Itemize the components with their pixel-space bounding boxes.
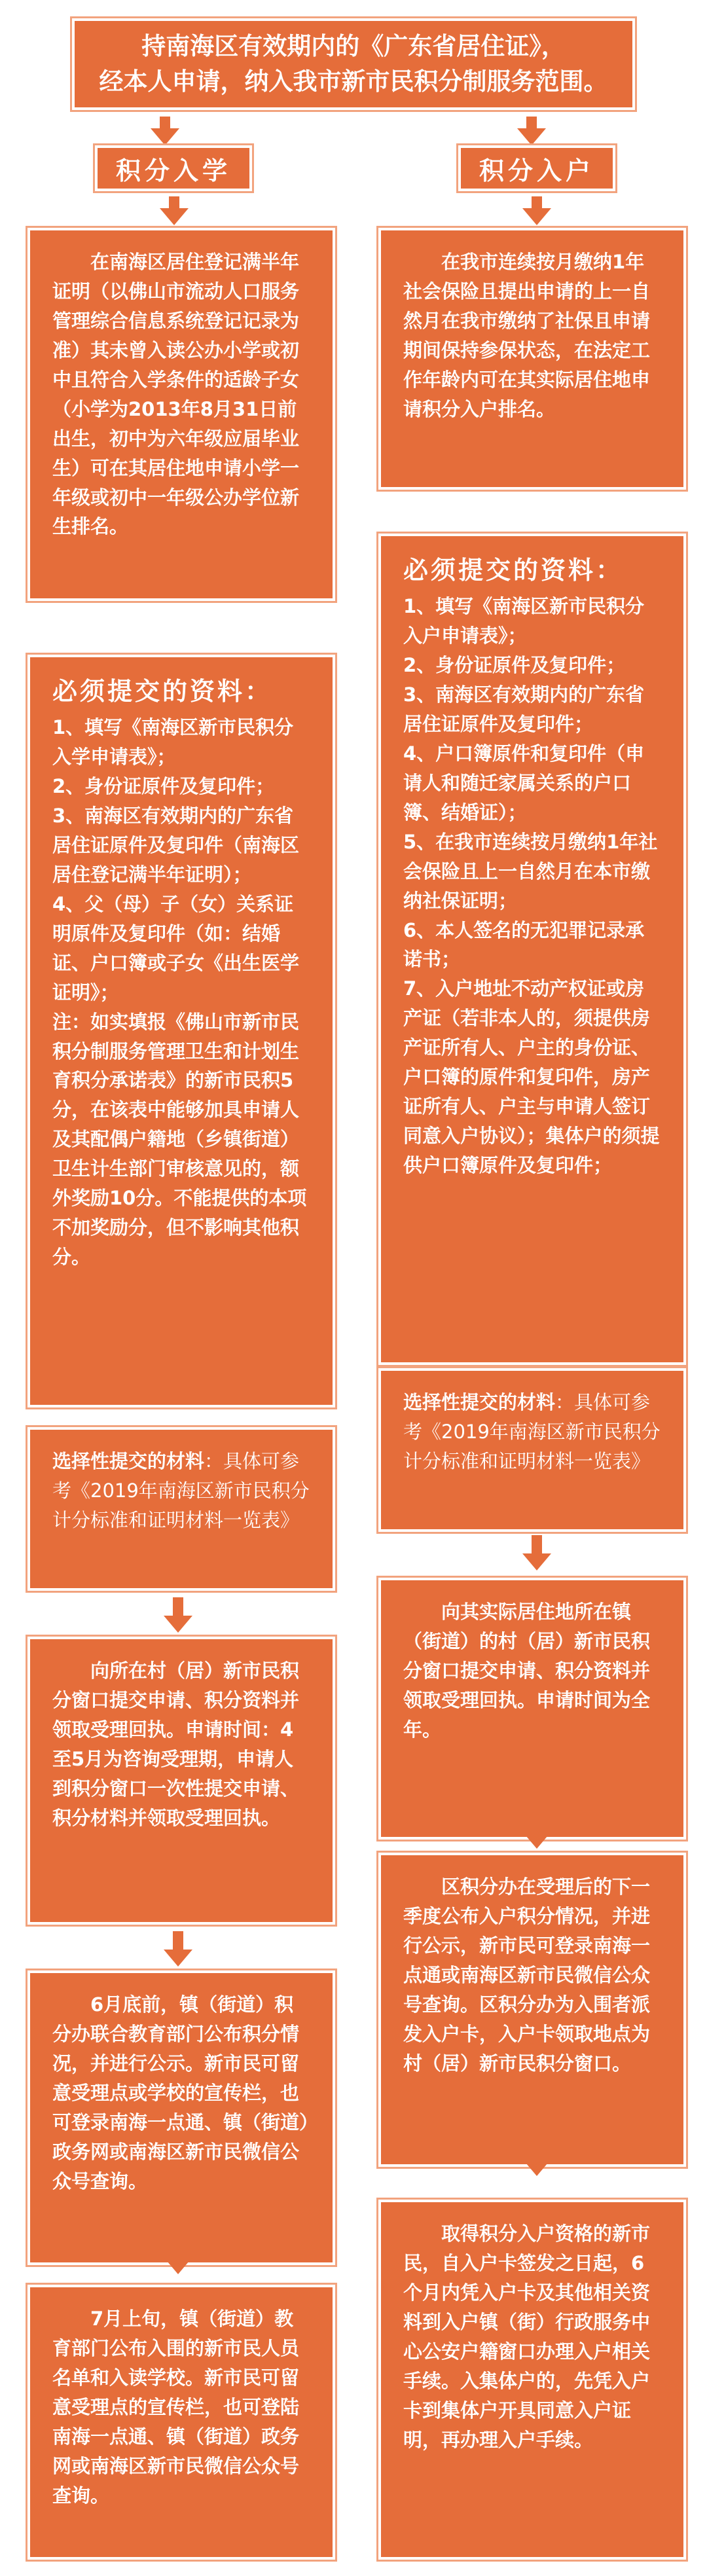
arrow-down-icon: [164, 1931, 192, 1965]
arrow-down-icon: [522, 2141, 551, 2175]
arrow-down-icon: [164, 2239, 192, 2273]
household-materials-heading: 必须提交的资料：: [403, 556, 624, 585]
school-eligibility-box: [27, 228, 335, 601]
school-material-item: 4、父（母）子（女）关系证明原件及复印件（如：结婚证、户口簿或子女《出生医学证明》；: [52, 892, 300, 1004]
household-publish-box: [378, 1853, 686, 2167]
household-material-item: 5、在我市连续按月缴纳1年社会保险且上一自然月在本市缴纳社保证明；: [403, 830, 658, 912]
arrow-down-icon: [517, 117, 546, 144]
household-optional-text: ：具体可参考《2019年南海区新市民积分计分标准和证明材料一览表》: [403, 1391, 661, 1472]
intro-banner: [72, 18, 635, 110]
household-publish-text: 区积分办在受理后的下一季度公布入户积分情况，并进行公示，新市民可登录南海一点通或南海区新市民微信公众号查询。区积分办为入围者派发入户卡，入户卡领取地点为村（居）新市民积分窗口。: [403, 1876, 651, 2075]
label-household-points: 积分入户: [458, 145, 615, 191]
label-school-points: 积分入学: [95, 145, 252, 191]
household-material-item: 3、南海区有效期内的广东省居住证原件及复印件；: [403, 683, 645, 735]
arrow-down-icon: [522, 1535, 551, 1569]
household-material-item: 4、户口簿原件和复印件（申请人和随迁家属关系的户口簿、结婚证）；: [403, 742, 645, 824]
school-june-box: [27, 1970, 335, 2265]
arrow-down-icon: [164, 1597, 192, 1631]
arrow-down-icon: [151, 117, 179, 144]
school-july-text: 7月上旬，镇（街道）教育部门公布入围的新市民人员名单和入读学校。新市民可留意受理点的宣传栏，也可登陆南海一点通、镇（街道）政务网或南海区新市民微信公众号查询。: [52, 2308, 300, 2507]
household-submit-box: [378, 1578, 686, 1840]
household-material-item: 2、身份证原件及复印件；: [403, 654, 626, 677]
school-materials-box: [27, 655, 335, 1407]
school-july-box: [27, 2285, 335, 2560]
intro-line-1: 持南海区有效期内的《广东省居住证》，: [141, 32, 566, 61]
school-material-item: 1、填写《南海区新市民积分入学申请表》；: [52, 716, 294, 769]
school-material-note: 注：如实填报《佛山市新市民积分制服务管理卫生和计划生育积分承诺表》的新市民积5分，在该表中能够加具申请人及其配偶户籍地（乡镇街道）卫生计生部门审核意见的，额外奖励10分。不能提供的本项不加奖励分，但不影响其他积分。: [52, 1010, 307, 1269]
school-material-item: 2、身份证原件及复印件；: [52, 775, 275, 798]
household-material-item: 7、入户地址不动产权证或房产证（若非本人的，须提供房产证所有人、户主的身份证、户口簿的原件和复印件，房产证所有人、户主与申请人签订同意入户协议）；集体户的须提供户口簿原件及复印件；: [403, 977, 660, 1176]
school-optional-title: 选择性提交的材料: [52, 1450, 205, 1472]
household-material-item: 1、填写《南海区新市民积分入户申请表》；: [403, 595, 645, 647]
school-june-text: 6月底前，镇（街道）积分办联合教育部门公布积分情况，并进行公示。新市民可留意受理点或学校的宣传栏，也可登录南海一点通、镇（街道）政务网或南海区新市民微信公众号查询。: [52, 1993, 309, 2192]
household-final-box: [378, 2200, 686, 2560]
household-final-text: 取得积分入户资格的新市民，自入户卡签发之日起，6个月内凭入户卡及其他相关资料到入户镇（街）行政服务中心公安户籍窗口办理入户相关手续。入集体户的，先凭入户卡到集体户开具同意入户证明，再办理入户手续。: [403, 2222, 651, 2451]
school-materials-heading: 必须提交的资料：: [52, 677, 273, 706]
arrow-down-icon: [522, 196, 551, 224]
household-eligibility-text: 在我市连续按月缴纳1年社会保险且提出申请的上一自然月在我市缴纳了社保且申请期间保持参保状态，在法定工作年龄内可在其实际居住地申请积分入户排名。: [403, 251, 651, 420]
household-optional-box: [378, 1368, 686, 1532]
school-submit-box: [27, 1637, 335, 1925]
school-material-item: 3、南海区有效期内的广东省居住证原件及复印件（南海区居住登记满半年证明）；: [52, 805, 300, 886]
household-material-item: 6、本人签名的无犯罪记录承诺书；: [403, 918, 645, 971]
household-eligibility-box: [378, 228, 686, 490]
intro-line-2: 经本人申请，纳入我市新市民积分制服务范围。: [99, 67, 608, 96]
household-materials-box: [378, 534, 686, 1365]
household-submit-text: 向其实际居住地所在镇（街道）的村（居）新市民积分窗口提交申请、积分资料并领取受理回执。申请时间为全年。: [403, 1601, 651, 1741]
household-optional-title: 选择性提交的材料: [403, 1391, 556, 1413]
arrow-down-icon: [160, 196, 189, 224]
school-submit-text: 向所在村（居）新市民积分窗口提交申请、积分资料并领取受理回执。申请时间：4至5月为咨询受理期，申请人到积分窗口一次性提交申请、积分材料并领取受理回执。: [52, 1660, 300, 1829]
school-optional-text: ：具体可参考《2019年南海区新市民积分计分标准和证明材料一览表》: [52, 1450, 310, 1531]
arrow-down-icon: [522, 1813, 551, 1847]
school-eligibility-text: 在南海区居住登记满半年证明（以佛山市流动人口服务管理综合信息系统登记记录为准）其未曾入读公办小学或初中且符合入学条件的适龄子女（小学为2013年8月31日前出生，初中为六年级应届毕业生）可在其居住地申请小学一年级或初中一年级公办学位新生排名。: [52, 251, 300, 538]
school-optional-box: [27, 1427, 335, 1591]
